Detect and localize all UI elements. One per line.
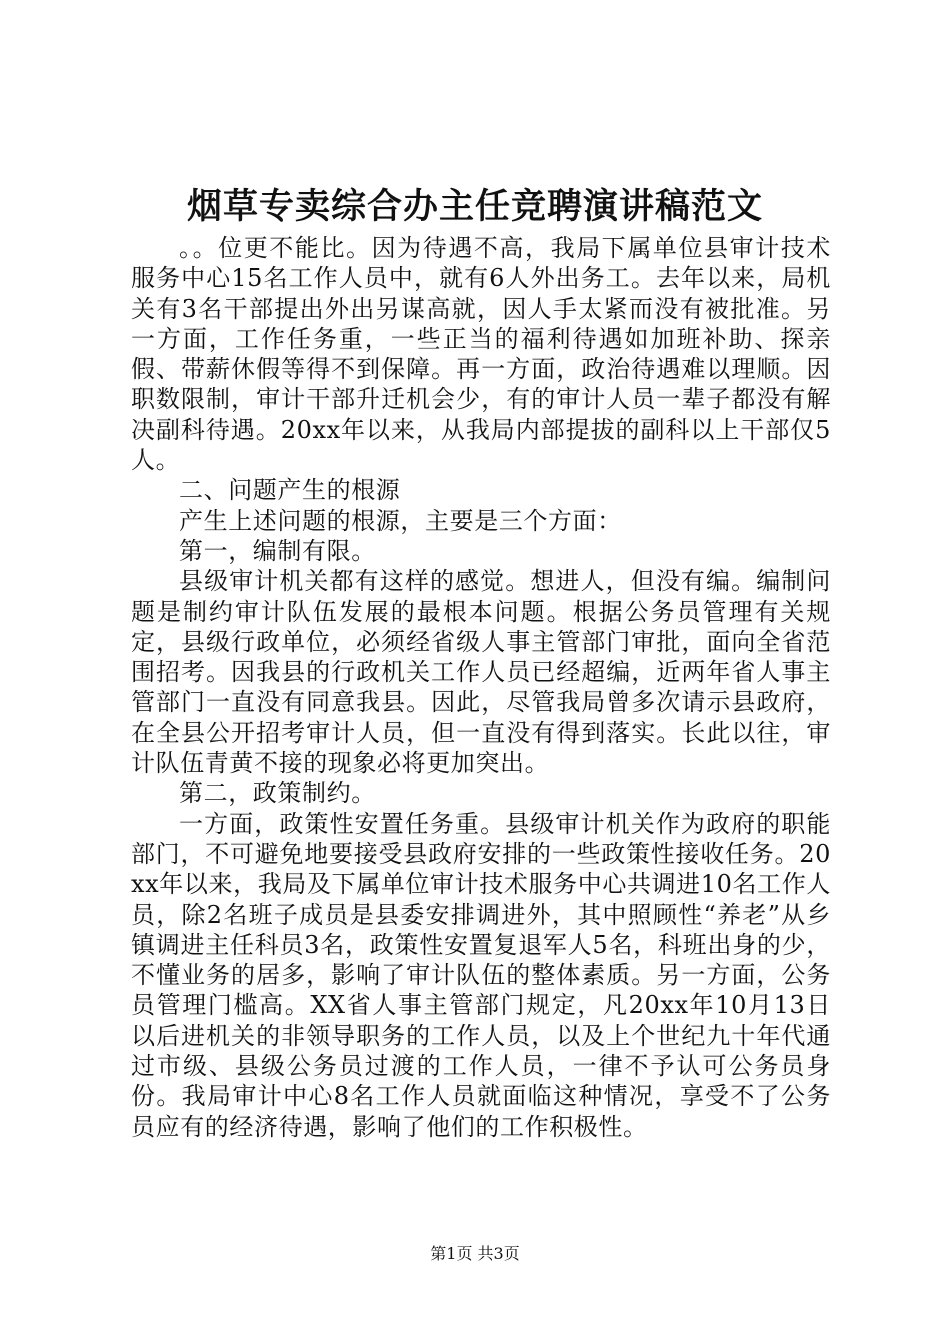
section-heading-root-causes: 二、问题产生的根源 bbox=[179, 476, 401, 505]
document-body bbox=[131, 233, 831, 1142]
paragraph-three-aspects: 产生上述问题的根源，主要是三个方面： bbox=[179, 506, 622, 535]
paragraph-staffing: 县级审计机关都有这样的感觉。想进人，但没有编。编制问题是制约审计队伍发展的最根本问题。根据公务员管理有关规定，县级行政单位，必须经省级人事主管部门审批，面向全省范围招考。因我县的行政机关工作人员已经超编，近两年省人事主管部门一直没有同意我县。因此，尽管我局曾多次请示县政府，在全县公开招考审计人员，但一直没有得到落实。长此以往，审计队伍青黄不接的现象必将更加突出。 bbox=[131, 567, 831, 778]
paragraph-intro: 。。位更不能比。因为待遇不高，我局下属单位县审计技术服务中心15名工作人员中，就有6人外出务工。去年以来，局机关有3名干部提出外出另谋高就，因人手太紧而没有被批准。另一方面，工作任务重，一些正当的福利待遇如加班补助、探亲假、带薪休假等得不到保障。再一方面，政治待遇难以理顺。因职数限制，审计干部升迁机会少，有的审计人员一辈子都没有解决副科待遇。20xx年以来，从我局内部提拔的副科以上干部仅5人。 bbox=[131, 234, 831, 475]
subheading-second: 第二，政策制约。 bbox=[179, 779, 376, 808]
page-indicator: 第1页 共3页 bbox=[430, 1244, 520, 1263]
document-title: 烟草专卖综合办主任竞聘演讲稿范文 bbox=[186, 186, 763, 227]
paragraph-policy: 一方面，政策性安置任务重。县级审计机关作为政府的职能部门，不可避免地要接受县政府安排的一些政策性接收任务。20xx年以来，我局及下属单位审计技术服务中心共调进10名工作人员，除2名班子成员是县委安排调进外，其中照顾性“养老”从乡镇调进主任科员3名，政策性安置复退军人5名，科班出身的少，不懂业务的居多，影响了审计队伍的整体素质。另一方面，公务员管理门槛高。XX省人事主管部门规定，凡20xx年10月13日以后进机关的非领导职务的工作人员，以及上个世纪九十年代通过市级、县级公务员过渡的工作人员，一律不予认可公务员身份。我局审计中心8名工作人员就面临这种情况，享受不了公务员应有的经济待遇，影响了他们的工作积极性。 bbox=[131, 809, 831, 1141]
subheading-first: 第一，编制有限。 bbox=[179, 536, 376, 565]
